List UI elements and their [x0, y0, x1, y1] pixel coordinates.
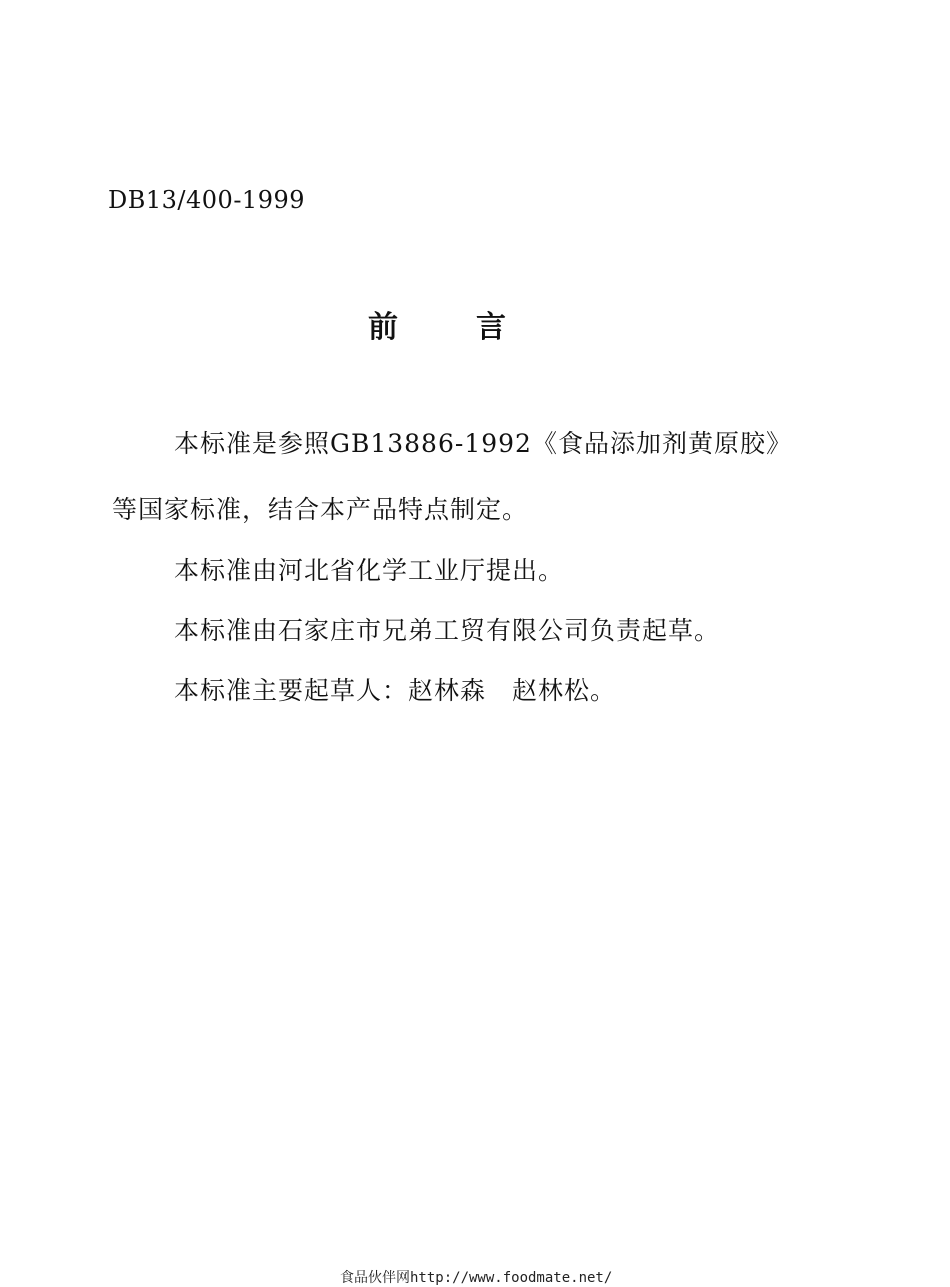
paragraph-3: 本标准由石家庄市兄弟工贸有限公司负责起草。: [174, 616, 721, 645]
paragraph-1-line-2: 等国家标准，结合本产品特点制定。: [112, 495, 529, 524]
paragraph-2: 本标准由河北省化学工业厅提出。: [174, 556, 565, 585]
footer-watermark: 食品伙伴网http://www.foodmate.net/: [340, 1270, 613, 1286]
standard-code: DB13/400-1999: [108, 186, 305, 214]
title-char-2: 言: [476, 310, 506, 345]
paragraph-4: 本标准主要起草人：赵林森 赵林松。: [174, 676, 617, 705]
title-char-1: 前: [368, 310, 398, 345]
paragraph-1-line-1: 本标准是参照GB13886-1992《食品添加剂黄原胶》: [174, 429, 792, 458]
